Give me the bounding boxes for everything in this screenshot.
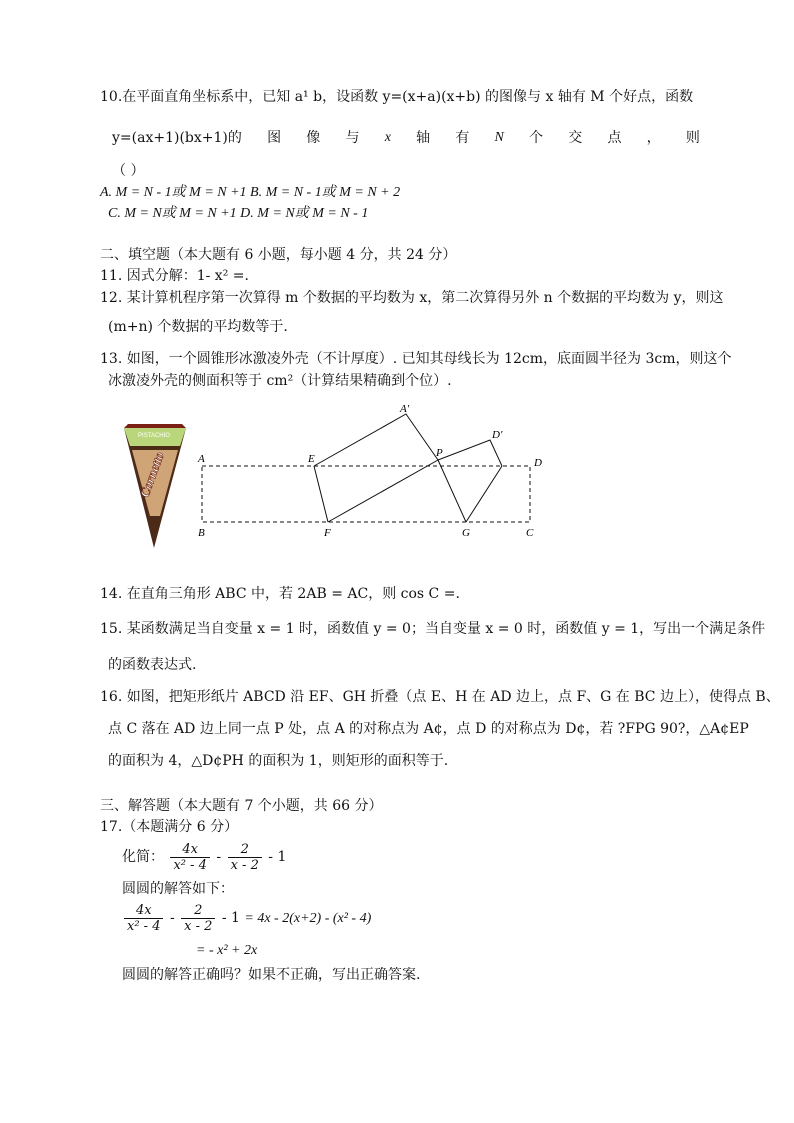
q10-line2-part: 像 [306,130,321,146]
q10-line2-part: N [494,130,504,145]
q17-fraction-2 [228,842,262,873]
q10-line2-part: 与 [345,130,360,146]
q17-solution-fraction-1 [124,903,163,934]
label-d-prime: D' [492,429,503,441]
q17-solution-frac1-numerator: 4x [124,903,163,919]
q17-frac2-numerator: 2 [228,842,262,858]
label-a: A [198,453,205,465]
q10-line2 [112,128,700,148]
q10-line2-part: 交 [568,130,583,146]
label-f: F [324,527,331,539]
cone-top-text: PISTACHIO [138,433,170,439]
fold-line-gh [466,466,502,522]
q15-line2: 的函数表达式. [108,657,197,673]
q10-line2-part: 图 [267,130,282,146]
ice-cream-cone-illustration [120,420,190,550]
q10-line2-part: 有 [455,130,470,146]
rectangle-folding-diagram [190,400,550,550]
segment-fp [328,460,438,522]
section3-heading: 三、解答题（本大题有 7 个小题，共 66 分） [100,798,383,814]
q10-answer-bracket: （ ） [112,163,145,179]
q11-text: 11. 因式分解：1- x² =. [100,268,249,284]
label-p: P [436,447,443,459]
q17-solution-fraction-2 [181,903,215,934]
cone-rim [124,424,186,428]
q10-line2-part: y=(ax+1)(bx+1)的 [112,130,242,146]
q17-tail: - 1 [268,849,287,865]
q17-solution-step1: $\frac{4x}{\text{x² - 4}}$ - $\frac{2}{x - 2}$ - 1 = 4x - 2(x+2) - (x² - 4) [122,900,371,937]
section2-heading: 二、填空题（本大题有 6 小题，每小题 4 分，共 24 分） [100,247,457,263]
cone-brand-text: Cornetto [136,449,167,500]
q10-line2-part: 点 [607,130,622,146]
q17-frac1-numerator: 4x [170,842,209,858]
q17-solution-tail: - 1 [221,910,240,926]
label-c: C [526,527,534,539]
q10-line2-part: 轴 [416,130,431,146]
q17-frac1-denominator: x² - 4 [173,857,207,873]
q10-option-ab: A. M = N - 1或 M = N +1 B. M = N - 1或 M = N + 2 [100,185,401,200]
q17-solution-frac2-numerator: 2 [181,903,215,919]
q17-frac2-denominator: x - 2 [230,857,259,873]
q13-line1: 13. 如图，一个圆锥形冰激凌外壳（不计厚度）. 已知其母线长为 12cm，底面圆半径为 3cm，则这个 [100,351,732,367]
q13-line2: 冰激凌外壳的侧面积等于 cm²（计算结果精确到个位）. [108,373,452,389]
q12-line2: (m+n) 个数据的平均数等于. [108,319,288,335]
q16-line1: 16. 如图，把矩形纸片 ABCD 沿 EF、GH 折叠（点 E、H 在 AD 边上，点 F、G 在 BC 边上），使得点 B、 [100,689,780,705]
label-d: D [534,457,542,469]
q17-fraction-1 [170,842,209,873]
q10-line2-part: x [384,130,391,145]
q17-solution-frac2-denominator: x - 2 [184,918,213,934]
fold-line-ef [314,466,328,522]
q16-line2: 点 C 落在 AD 边上同一点 P 处，点 A 的对称点为 A¢，点 D 的对称点为 D¢，若 ?FPG 90?，△A¢EP [108,721,749,737]
q17-step1-rhs: = 4x - 2(x+2) - (x² - 4) [244,911,372,926]
label-a-prime: A' [400,403,410,415]
q12-line1: 12. 某计算机程序第一次算得 m 个数据的平均数为 x，第二次算得另外 n 个数据的平均数为 y，则这 [100,290,724,306]
q10-line2-part: ， [646,130,661,146]
q17-solution-frac1-denominator: x² - 4 [127,918,161,934]
q10-line1: 10.在平面直角坐标系中，已知 a¹ b，设函数 y=(x+a)(x+b) 的图像与 x 轴有 M 个好点，函数 [100,89,694,105]
label-b: B [198,527,205,539]
q17-answer-intro: 圆圆的解答如下： [122,881,234,897]
q10-line2-part: 个 [529,130,544,146]
fold-edge-e-a1-p [314,414,438,466]
q17-question: 圆圆的解答正确吗？如果不正确，写出正确答案. [122,967,421,983]
q17-title: 17.（本题满分 6 分） [100,819,239,835]
q10-line2-part: 则 [685,130,700,146]
q15-line1: 15. 某函数满足当自变量 x = 1 时，函数值 y = 0；当自变量 x = 0 时，函数值 y = 1，写出一个满足条件 [100,621,766,637]
q16-line3: 的面积为 4，△D¢PH 的面积为 1，则矩形的面积等于. [108,753,449,769]
q17-solution-step2: = - x² + 2x [196,943,258,958]
rectangle-abcd [202,466,530,522]
label-g: G [462,527,470,539]
label-e: E [308,453,315,465]
q10-option-cd: C. M = N或 M = N +1 D. M = N或 M = N - 1 [108,206,369,221]
q14-text: 14. 在直角三角形 ABC 中，若 2AB = AC，则 cos C =. [100,586,460,602]
q17-simplify-label: 化简： [122,849,164,865]
q17-expression: 化简： $\frac{4x}{\text{x² - 4}}$ - $\frac{2}{x - 2}$ - 1 [122,841,287,873]
fold-edge-p-d1-h [438,440,502,466]
segment-pg [438,460,466,522]
